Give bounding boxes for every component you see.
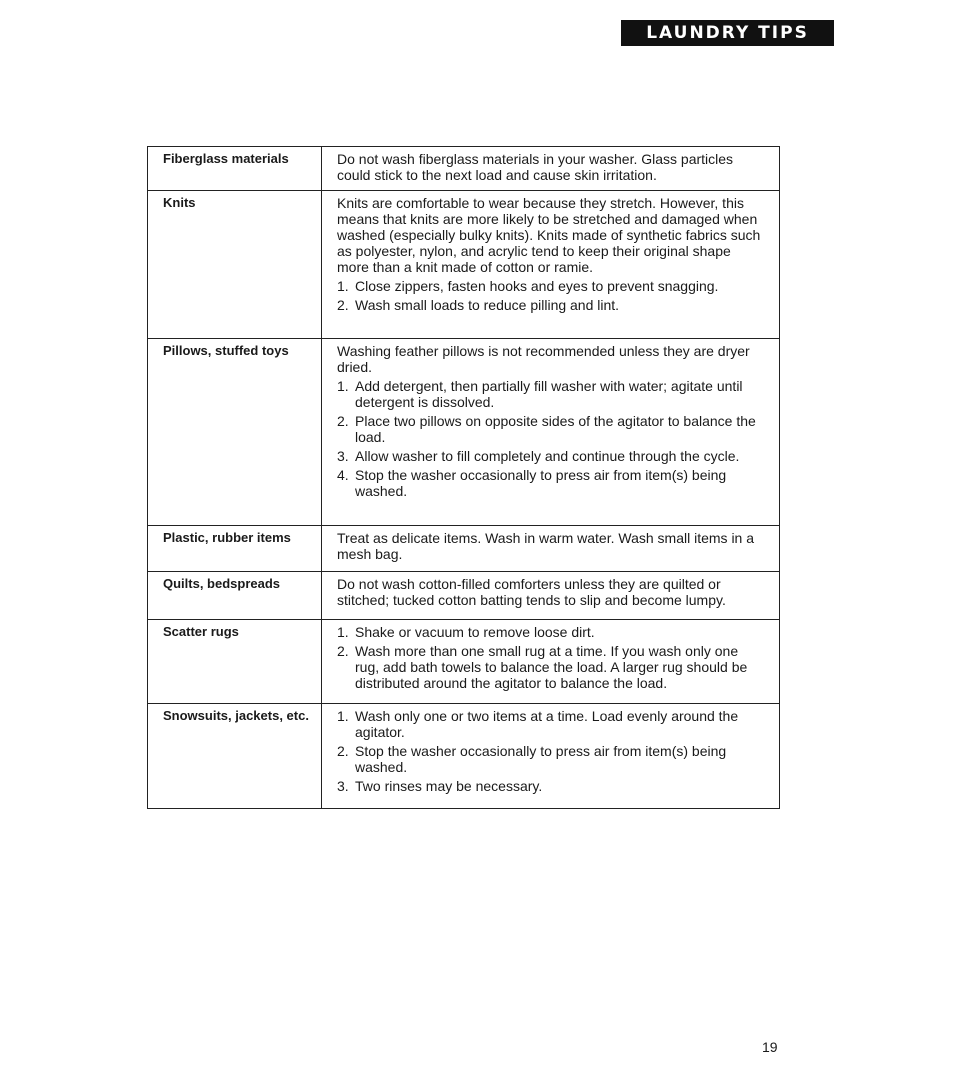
step-number: 2. [337,413,349,429]
table-row [148,339,780,526]
steps-list [337,708,765,794]
step-number: 1. [337,378,349,394]
step-number: 1. [337,624,349,640]
item-term: Knits [148,191,322,339]
item-term: Scatter rugs [148,620,322,704]
step-text: Two rinses may be necessary. [355,778,543,794]
step-number: 4. [337,467,349,483]
table-body [148,147,780,809]
step-text: Close zippers, fasten hooks and eyes to prevent snagging. [355,278,719,294]
steps-list [337,278,765,313]
step-item [337,297,765,313]
description-text: Treat as delicate items. Wash in warm water. Wash small items in a mesh bag. [337,530,755,562]
step-text: Wash only one or two items at a time. Load evenly around the agitator. [355,708,739,740]
step-item [337,743,765,775]
step-number: 2. [337,643,349,659]
step-text: Wash more than one small rug at a time. If you wash only one rug, add bath towels to balance the load. A larger rug should be distributed around the agitator to balance the load. [355,643,748,691]
step-number: 2. [337,297,349,313]
item-description [322,191,780,339]
table-row [148,147,780,191]
step-item [337,624,765,640]
step-text: Stop the washer occasionally to press air from item(s) being washed. [355,743,727,775]
item-term: Snowsuits, jackets, etc. [148,704,322,809]
step-item [337,448,765,464]
item-term: Quilts, bedspreads [148,572,322,620]
step-text: Add detergent, then partially fill washer with water; agitate until detergent is dissolved. [355,378,743,410]
item-description [322,572,780,620]
step-item [337,467,765,499]
step-text: Shake or vacuum to remove loose dirt. [355,624,595,640]
description-text: Knits are comfortable to wear because they stretch. However, this means that knits are more likely to be stretched and damaged when washed (especially bulky knits). Knits made of synthetic fabrics such as polyester, nylon, and acrylic tend to keep their original shape more than a knit made of cotton or ramie. [337,195,761,275]
item-term: Fiberglass materials [148,147,322,191]
item-term: Pillows, stuffed toys [148,339,322,526]
item-description [322,620,780,704]
table-row [148,620,780,704]
item-description [322,704,780,809]
page-number: 19 [762,1039,778,1055]
table-row [148,572,780,620]
step-number: 1. [337,708,349,724]
step-number: 2. [337,743,349,759]
item-term: Plastic, rubber items [148,526,322,572]
step-text: Allow washer to fill completely and continue through the cycle. [355,448,740,464]
step-item [337,413,765,445]
item-description [322,526,780,572]
item-description [322,147,780,191]
steps-list [337,378,765,499]
step-item [337,278,765,294]
description-text: Do not wash fiberglass materials in your washer. Glass particles could stick to the next load and cause skin irritation. [337,151,734,183]
description-text: Washing feather pillows is not recommended unless they are dryer dried. [337,343,750,375]
section-header: LAUNDRY TIPS [621,20,834,46]
step-text: Wash small loads to reduce pilling and lint. [355,297,620,313]
step-number: 3. [337,448,349,464]
step-number: 1. [337,278,349,294]
step-item [337,708,765,740]
step-item [337,378,765,410]
table-row [148,704,780,809]
step-item [337,778,765,794]
item-description [322,339,780,526]
table-row [148,191,780,339]
step-text: Stop the washer occasionally to press air from item(s) being washed. [355,467,727,499]
laundry-tips-table [147,146,780,809]
step-text: Place two pillows on opposite sides of the agitator to balance the load. [355,413,756,445]
step-item [337,643,765,691]
steps-list [337,624,765,691]
step-number: 3. [337,778,349,794]
table-row [148,526,780,572]
description-text: Do not wash cotton-filled comforters unless they are quilted or stitched; tucked cotton batting tends to slip and become lumpy. [337,576,726,608]
